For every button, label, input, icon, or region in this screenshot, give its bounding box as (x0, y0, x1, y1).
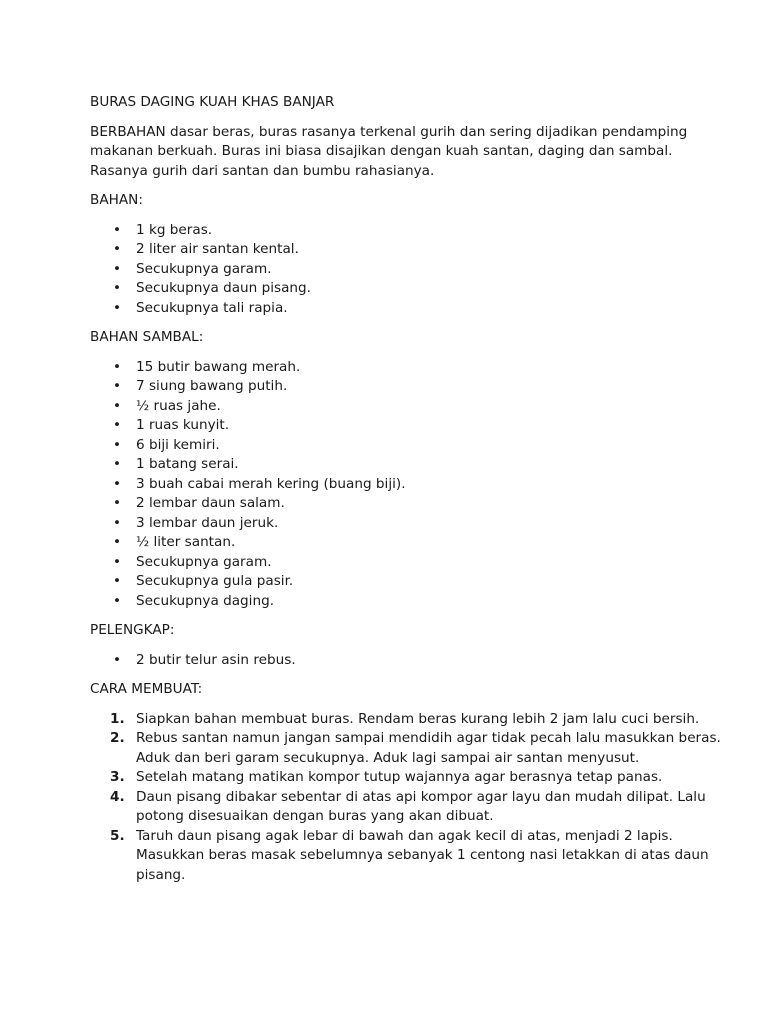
list-item: • 15 butir bawang merah. (90, 358, 688, 378)
step-item (90, 827, 726, 886)
step-number: 5. (110, 827, 125, 844)
list-item: • 3 lembar daun jeruk. (90, 514, 688, 534)
step-number: 1. (110, 710, 125, 727)
step-number: 3. (110, 769, 125, 785)
bahan-sambal-list (90, 358, 688, 612)
list-item: • 7 siung bawang putih. (90, 377, 688, 397)
step-item (90, 788, 726, 827)
recipe-title: BURAS DAGING KUAH KHAS BANJAR (90, 94, 335, 110)
pelengkap-list (90, 651, 688, 671)
step-item (90, 768, 726, 788)
cara-membuat-heading: CARA MEMBUAT: (90, 681, 203, 697)
list-item: • Secukupnya gula pasir. (90, 572, 688, 592)
recipe-intro: BERBAHAN dasar beras, buras rasanya terkenal gurih dan sering dijadikan pendamping makanan berkuah. Buras ini biasa disajikan dengan kuah santan, daging dan sambal. Rasanya gurih dari santan dan bumbu rahasianya. (90, 123, 688, 179)
list-item: • ½ ruas jahe. (90, 397, 688, 417)
list-item: • 1 batang serai. (90, 455, 688, 475)
list-item: • 3 buah cabai merah kering (buang biji). (90, 475, 688, 495)
bahan-heading: BAHAN: (90, 192, 143, 208)
list-item: • 2 lembar daun salam. (90, 494, 688, 514)
step-text: Taruh daun pisang agak lebar di bawah dan agak kecil di atas, menjadi 2 lapis. Masukkan beras masak sebelumnya sebanyak 1 centong nasi letakkan di atas daun pisang. (136, 827, 709, 883)
list-item: • ½ liter santan. (90, 533, 688, 553)
list-item: • Secukupnya tali rapia. (90, 299, 688, 319)
list-item: • 2 liter air santan kental. (90, 240, 688, 260)
pelengkap-heading: PELENGKAP: (90, 622, 175, 638)
list-item: • 1 kg beras. (90, 221, 688, 241)
bahan-sambal-heading: BAHAN SAMBAL: (90, 329, 204, 345)
step-text: Setelah matang matikan kompor tutup wajannya agar berasnya tetap panas. (136, 769, 663, 785)
step-item (90, 729, 726, 768)
list-item: • Secukupnya garam. (90, 553, 688, 573)
list-item: • Secukupnya daging. (90, 592, 688, 612)
list-item: • Secukupnya daun pisang. (90, 279, 688, 299)
list-item: • 1 ruas kunyit. (90, 416, 688, 436)
step-item (90, 710, 726, 730)
cara-membuat-steps (90, 710, 721, 886)
list-item: • Secukupnya garam. (90, 260, 688, 280)
step-number: 2. (110, 730, 125, 746)
step-text: Rebus santan namun jangan sampai mendidih agar tidak pecah lalu masukkan beras. Aduk dan beri garam secukupnya. Aduk lagi sampai air santan menyusut. (136, 730, 721, 766)
step-text: Daun pisang dibakar sebentar di atas api kompor agar layu dan mudah dilipat. Lalu potong disesuaikan dengan buras yang akan dibuat. (136, 788, 706, 824)
list-item: • 2 butir telur asin rebus. (90, 651, 688, 671)
step-text: Siapkan bahan membuat buras. Rendam beras kurang lebih 2 jam lalu cuci bersih. (136, 710, 700, 727)
bahan-list (90, 221, 688, 319)
step-number: 4. (110, 788, 125, 805)
list-item: • 6 biji kemiri. (90, 436, 688, 456)
